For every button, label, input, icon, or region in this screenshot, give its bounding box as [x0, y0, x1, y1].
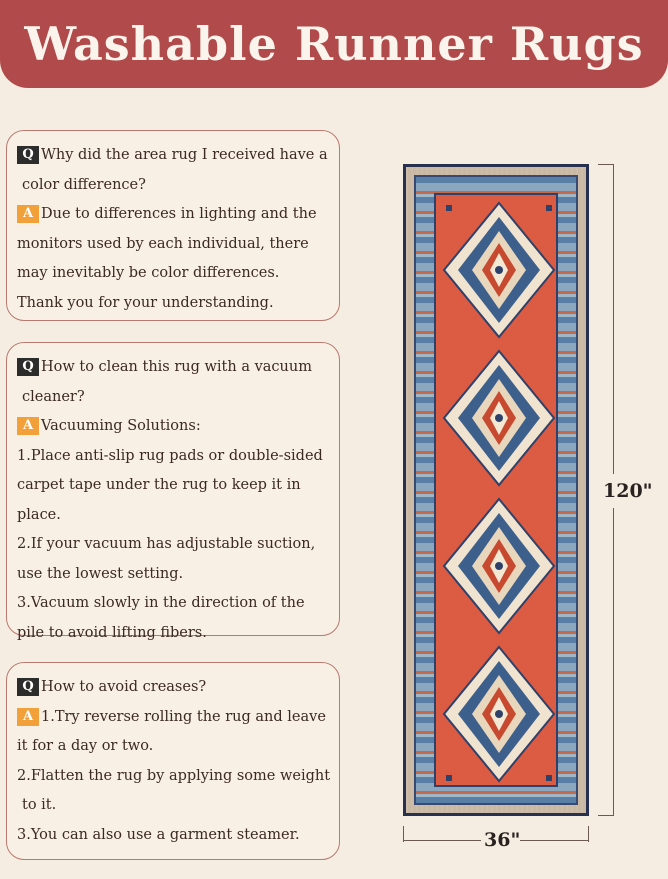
length-line-upper [613, 164, 614, 474]
faq-question: Q How to clean this rug with a vacuum [17, 353, 335, 383]
answer-tag: A [17, 205, 39, 223]
length-tick-bottom [598, 815, 614, 816]
runner-rug-image [403, 164, 589, 816]
faq-answer: A Due to differences in lighting and the [17, 200, 335, 230]
faq-question: Q How to avoid creases? [17, 673, 335, 703]
page-title: Washable Runner Rugs [24, 17, 644, 71]
width-line-left [403, 840, 481, 841]
faq-question: Q Why did the area rug I received have a [17, 141, 335, 171]
faq-card-vacuum-cleaning: Q How to clean this rug with a vacuum cleaner? A Vacuuming Solutions: 1.Place anti-slip rug pads or double-sided carpet tape under the rug to keep it in place. 2.If your vacuum has adjustable suction, use the lowest setting. 3.Vacuum slowly in the direction of the pile to avoid lifting fibers. [6, 342, 340, 636]
faq-card-avoid-creases: Q How to avoid creases? A 1.Try reverse rolling the rug and leave it for a day or two. 2.Flatten the rug by applying some weight to it. 3.You can also use a garment steamer. [6, 662, 340, 860]
question-tag: Q [17, 678, 39, 696]
faq-answer: A Vacuuming Solutions: [17, 412, 335, 442]
question-tag: Q [17, 358, 39, 376]
title-banner [0, 0, 668, 88]
length-line-lower [613, 508, 614, 816]
width-label: 36" [484, 829, 521, 851]
answer-tag: A [17, 417, 39, 435]
faq-card-color-difference: Q Why did the area rug I received have a color difference? A Due to differences in lighting and the monitors used by each individual, there may inevitably be color differences. Thank you for your understanding. [6, 130, 340, 321]
rug-medallions [436, 195, 558, 787]
width-line-right [520, 840, 589, 841]
answer-tag: A [17, 708, 39, 726]
question-tag: Q [17, 146, 39, 164]
faq-answer: A 1.Try reverse rolling the rug and leave [17, 703, 335, 733]
length-tick-top [598, 164, 614, 165]
rug-field [434, 193, 558, 787]
length-label: 120" [603, 480, 653, 502]
